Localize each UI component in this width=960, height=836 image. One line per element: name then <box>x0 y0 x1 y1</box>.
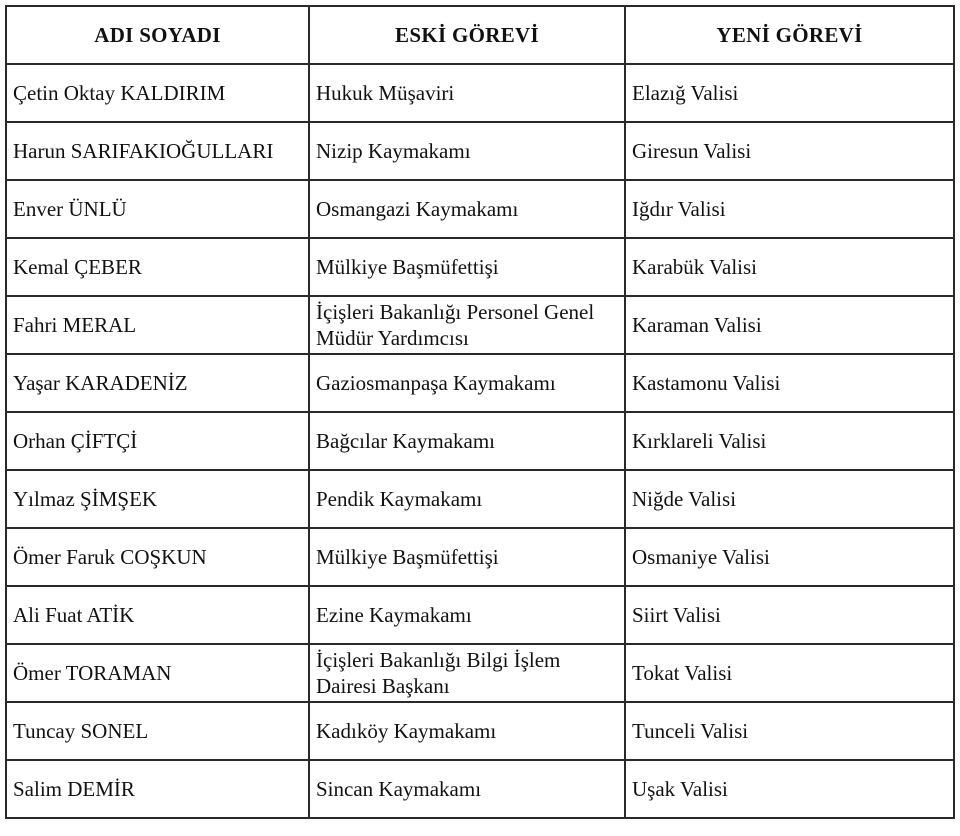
table-row <box>6 528 954 586</box>
table-row <box>6 412 954 470</box>
old-position-cell: Nizip Kaymakamı <box>309 122 625 180</box>
new-position-cell: Karabük Valisi <box>625 238 954 296</box>
table-row <box>6 760 954 818</box>
table-row <box>6 354 954 412</box>
old-position-cell: Sincan Kaymakamı <box>309 760 625 818</box>
new-position-cell: Giresun Valisi <box>625 122 954 180</box>
name-cell: Çetin Oktay KALDIRIM <box>6 64 309 122</box>
header-row <box>6 6 954 64</box>
new-position-cell: Tunceli Valisi <box>625 702 954 760</box>
column-header-name: ADI SOYADI <box>6 6 309 64</box>
old-position-cell: Bağcılar Kaymakamı <box>309 412 625 470</box>
name-cell: Yılmaz ŞİMŞEK <box>6 470 309 528</box>
column-header-new-position: YENİ GÖREVİ <box>625 6 954 64</box>
name-cell: Fahri MERAL <box>6 296 309 354</box>
new-position-cell: Niğde Valisi <box>625 470 954 528</box>
table-row <box>6 586 954 644</box>
name-cell: Ali Fuat ATİK <box>6 586 309 644</box>
table-row <box>6 64 954 122</box>
new-position-cell: Siirt Valisi <box>625 586 954 644</box>
new-position-cell: Kırklareli Valisi <box>625 412 954 470</box>
name-cell: Kemal ÇEBER <box>6 238 309 296</box>
name-cell: Tuncay SONEL <box>6 702 309 760</box>
old-position-cell: Pendik Kaymakamı <box>309 470 625 528</box>
table-row <box>6 470 954 528</box>
old-position-cell: Hukuk Müşaviri <box>309 64 625 122</box>
old-position-cell: Gaziosmanpaşa Kaymakamı <box>309 354 625 412</box>
new-position-cell: Karaman Valisi <box>625 296 954 354</box>
new-position-cell: Kastamonu Valisi <box>625 354 954 412</box>
name-cell: Ömer Faruk COŞKUN <box>6 528 309 586</box>
old-position-cell: Mülkiye Başmüfettişi <box>309 238 625 296</box>
name-cell: Harun SARIFAKIOĞULLARI <box>6 122 309 180</box>
table-row <box>6 644 954 702</box>
old-position-cell: İçişleri Bakanlığı Personel Genel Müdür Yardımcısı <box>309 296 625 354</box>
name-cell: Salim DEMİR <box>6 760 309 818</box>
old-position-cell: İçişleri Bakanlığı Bilgi İşlem Dairesi Başkanı <box>309 644 625 702</box>
table-row <box>6 702 954 760</box>
table-row <box>6 122 954 180</box>
column-header-old-position: ESKİ GÖREVİ <box>309 6 625 64</box>
old-position-cell: Osmangazi Kaymakamı <box>309 180 625 238</box>
old-position-cell: Kadıköy Kaymakamı <box>309 702 625 760</box>
table-row <box>6 238 954 296</box>
name-cell: Enver ÜNLÜ <box>6 180 309 238</box>
name-cell: Yaşar KARADENİZ <box>6 354 309 412</box>
table-row <box>6 180 954 238</box>
name-cell: Orhan ÇİFTÇİ <box>6 412 309 470</box>
new-position-cell: Tokat Valisi <box>625 644 954 702</box>
appointments-table <box>5 5 955 819</box>
table-row <box>6 296 954 354</box>
old-position-cell: Mülkiye Başmüfettişi <box>309 528 625 586</box>
new-position-cell: Elazığ Valisi <box>625 64 954 122</box>
name-cell: Ömer TORAMAN <box>6 644 309 702</box>
new-position-cell: Uşak Valisi <box>625 760 954 818</box>
new-position-cell: Osmaniye Valisi <box>625 528 954 586</box>
new-position-cell: Iğdır Valisi <box>625 180 954 238</box>
old-position-cell: Ezine Kaymakamı <box>309 586 625 644</box>
